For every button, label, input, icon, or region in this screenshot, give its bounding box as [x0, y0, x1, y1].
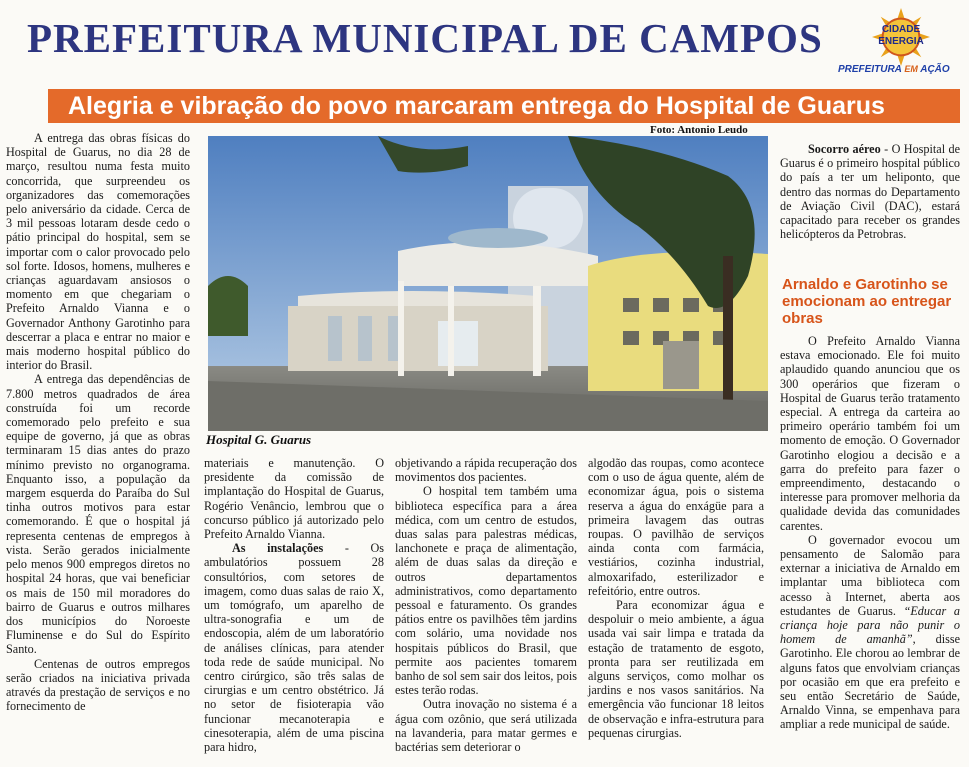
article-column-3: [395, 456, 577, 754]
article-paragraph: [780, 142, 960, 241]
quote: “Educar a criança hoje para não punir o homem de amanhã”: [780, 603, 960, 647]
article-paragraph: A entrega das obras físicas do Hospital de Guarus, no dia 28 de março, resultou numa festa muito concorrida, que surpreendeu os organizadores das comemorações pelo aniversário da cidade. Cerca de 3 mil pessoas lotaram desde cedo o pátio principal do hospital, sem se importar com o calor provocado pelo sol forte. Idosos, homens, mulheres e crianças aguardavam ansiosos o momento em que chegariam o Prefeito Arnaldo Vianna e o Governador Anthony Garotinho para descerrar a placa e entrar no maior e mais moderno hospital público do interior do Brasil.: [6, 131, 190, 373]
article-paragraph: objetivando a rápida recuperação dos movimentos dos pacientes.: [395, 456, 577, 485]
section-head-socorro-aereo: Socorro aéreo: [808, 142, 881, 156]
logo-word-cidade: CIDADE: [881, 24, 921, 35]
article-paragraph: O hospital tem também uma biblioteca específica para a área médica, com um centro de estudos, duas salas para palestras médicas, lanchonete e praça de alimentação, além de duas salas da direção e outros departamentos administrativos, como departamento pessoal e faturamento. Os grandes pátios entre os pavilhões têm jardins com solário, uma novidade nos hospitais públicos do Brasil, que permite aos pacientes tomarem banho de sol sem sair dos leitos, pois estes terão rodas.: [395, 484, 577, 698]
headline: Alegria e vibração do povo marcaram entrega do Hospital de Guarus: [68, 92, 885, 120]
article-text: O governador evocou um pensamento de Salomão para externar a iniciativa de Arnaldo em implantar uma biblioteca com acesso à Internet, aberta aos estudantes de Guarus.: [780, 532, 960, 618]
logo-tag-acao: AÇÃO: [920, 64, 950, 75]
section-head-instalacoes: As instalações: [232, 541, 324, 556]
cidade-energia-logo: [836, 6, 966, 86]
article-text: - O Hospital de Guarus é o primeiro hospital público do país a ter um heliponto, que dentro das normas do Departamento de Aviação Civil (DAC), estará capacitado para receber os grandes helicópteros da Petrobras.: [780, 142, 961, 242]
article-column-2: [204, 456, 384, 754]
article-paragraph: Centenas de outros empregos serão criados na iniciativa privada através da prestação de serviços e no fornecimento de: [6, 656, 190, 714]
logo-word-energia: ENERGIA: [878, 36, 924, 47]
article-paragraph: algodão das roupas, como acontece com o uso de água quente, além de economizar água, pois o sistema reserva a água do enxágüe para a primeira lavagem das outras roupas. O pavilhão de serviços ainda conta com farmácia, vestiários, cozinha industrial, almoxarifado, esterilizador e refeitório, entre outros.: [588, 456, 764, 598]
article-column-1: [6, 131, 190, 713]
article-paragraph: A entrega das dependências de 7.800 metros quadrados de área construída foi um recorde comemorado pelo prefeito e sua equipe de governo, já que as obras terminaram 15 dias antes do prazo mínimo previsto no organograma. Enquanto isso, a população da margem esquerda do Paraíba do Sul tinha outros motivos para estar comemorando. É que o hospital já representa centenas de empregos à vista. Serão gerados inicialmente pelo menos 900 empregos diretos no hospital 24 horas, que vai beneficiar os mais de 150 mil moradores do bairro de Guarus e outros milhares dos municípios do Noroeste Fluminense e do Sul do Espírito Santo.: [6, 372, 190, 657]
article-paragraph: O Prefeito Arnaldo Vianna estava emocionado. Ele foi muito aplaudido quando anunciou que os 300 operários que fizeram o Hospital de Guarus terão tratamento especial. A entrega da carteira ao primeiro operário também foi um momento de emoção. O Governador Garotinho elogiou a decisão e a garra do prefeito para fazer o empreendimento, destacando o interesse para promover melhoria da qualidade devida das comunidades carentes.: [780, 334, 960, 533]
article-column-5: [780, 142, 960, 241]
page-title: PREFEITURA MUNICIPAL DE CAMPOS: [27, 15, 823, 61]
article-paragraph: [780, 533, 960, 732]
hospital-illustration: [208, 136, 768, 431]
article-paragraph: Outra inovação no sistema é a água com ozônio, que será utilizada na lavanderia, para matar germes e bactérias sem deteriorar o: [395, 697, 577, 755]
article-column-4: [588, 456, 764, 740]
article-column-5-continued: [780, 334, 960, 732]
article-paragraph: [204, 541, 384, 754]
sub-headline: Arnaldo e Garotinho se emocionam ao entregar obras: [782, 276, 952, 327]
headline-banner: [48, 89, 960, 123]
hospital-photo: [208, 136, 768, 431]
photo-caption: Hospital G. Guarus: [206, 432, 312, 447]
logo-tag-prefeitura: PREFEITURA: [838, 64, 902, 75]
article-text: - Os ambulatórios possuem 28 consultórios, com setores de imagem, como duas salas de raio X, um tomógrafo, um aparelho de ultra-sonografia e um de endoscopia, além de um laboratório de análises clínicas, para atender toda rede de saúde municipal. No centro cirúrgico, são três salas de cirurgias e um centro obstétrico. Já no setor de fisioterapia vão funcionar mecanoterapia e cinesoterapia, além de uma piscina para hidro,: [204, 541, 384, 755]
logo-tag-em: EM: [904, 64, 918, 74]
photo-credit: Foto: Antonio Leudo: [650, 124, 748, 136]
article-paragraph: Para economizar água e despoluir o meio ambiente, a água usada vai sair limpa e tratada da estação de tratamento de esgoto, pronta para ser reutilizada em alguns serviços, como molhar os jardins e nos vasos sanitários. Na emergência vão funcionar 18 leitos de observação e infra-estrutura para pequenas cirurgias.: [588, 598, 764, 740]
masthead: [0, 0, 969, 88]
article-text: , disse Garotinho. Ele chorou ao lembrar de alguns fatos que envolviam crianças por ocasião em que era prefeito e seu então Secretário de Saúde, Arnaldo Vinna, se empenhava para ampliar a rede municipal de saúde.: [780, 632, 960, 732]
article-paragraph: materiais e manutenção. O presidente da comissão de implantação do Hospital de Guarus, Rogério Venâncio, lembrou que o concurso público já autorizado pelo Prefeito Arnaldo Vianna.: [204, 456, 384, 542]
logo-tagline: [838, 64, 966, 75]
